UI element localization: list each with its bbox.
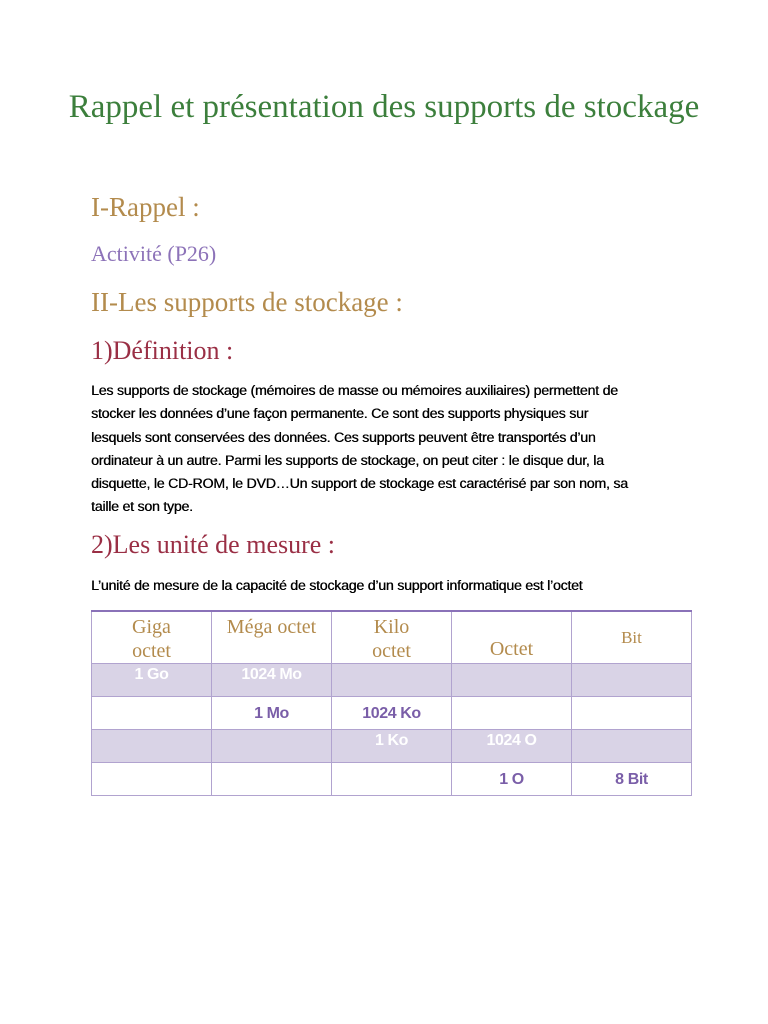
header-bit: Bit <box>572 611 692 664</box>
table-cell: 1024 Mo <box>212 664 332 697</box>
units-table <box>91 610 692 796</box>
table-cell: 8 Bit <box>572 763 692 796</box>
definition-line: lesquels sont conservées des données. Ces supports peuvent être transportés d’un <box>91 429 596 446</box>
table-header-row <box>92 611 692 664</box>
table-cell <box>332 664 452 697</box>
definition-line: ordinateur à un autre. Parmi les supports de stockage, on peut citer : le disque dur, la <box>91 452 604 469</box>
definition-line: stocker les données d’une façon permanente. Ce sont des supports physiques sur <box>91 406 589 423</box>
definition-line: taille et son type. <box>91 499 193 516</box>
header-octet: Octet <box>452 611 572 664</box>
units-description: L’unité de mesure de la capacité de stockage d’un support informatique est l’octet <box>91 578 583 594</box>
definition-paragraph <box>91 380 691 520</box>
subheading-units: 2)Les unité de mesure : <box>91 530 336 559</box>
table-row <box>92 664 692 697</box>
table-cell <box>92 763 212 796</box>
table-cell: 1 Ko <box>332 730 452 763</box>
subheading-definition: 1)Définition : <box>91 336 234 365</box>
header-kilo-octet: Kilo octet <box>332 611 452 664</box>
table-cell <box>212 730 332 763</box>
table-row <box>92 697 692 730</box>
table-cell: 1024 O <box>452 730 572 763</box>
table-row <box>92 730 692 763</box>
activity-reference: Activité (P26) <box>91 241 217 266</box>
header-giga-octet: Giga octet <box>92 611 212 664</box>
page-title: Rappel et présentation des supports de stockage <box>68 89 700 125</box>
table-cell <box>572 730 692 763</box>
table-cell <box>572 697 692 730</box>
table-cell: 1 Mo <box>212 697 332 730</box>
definition-line: Les supports de stockage (mémoires de masse ou mémoires auxiliaires) permettent de <box>91 383 618 399</box>
table-cell <box>452 664 572 697</box>
section-heading-supports: II-Les supports de stockage : <box>91 287 403 317</box>
definition-line: disquette, le CD-ROM, le DVD…Un support de stockage est caractérisé par son nom, sa <box>91 476 628 493</box>
table-cell <box>572 664 692 697</box>
header-mega-octet: Méga octet <box>212 611 332 664</box>
table-cell <box>92 697 212 730</box>
table-cell: 1 O <box>452 763 572 796</box>
table-cell: 1024 Ko <box>332 697 452 730</box>
table-cell <box>212 763 332 796</box>
table-cell: 1 Go <box>92 664 212 697</box>
table-row <box>92 763 692 796</box>
table-cell <box>452 697 572 730</box>
table-cell <box>92 730 212 763</box>
section-heading-rappel: I-Rappel : <box>91 192 200 222</box>
table-cell <box>332 763 452 796</box>
